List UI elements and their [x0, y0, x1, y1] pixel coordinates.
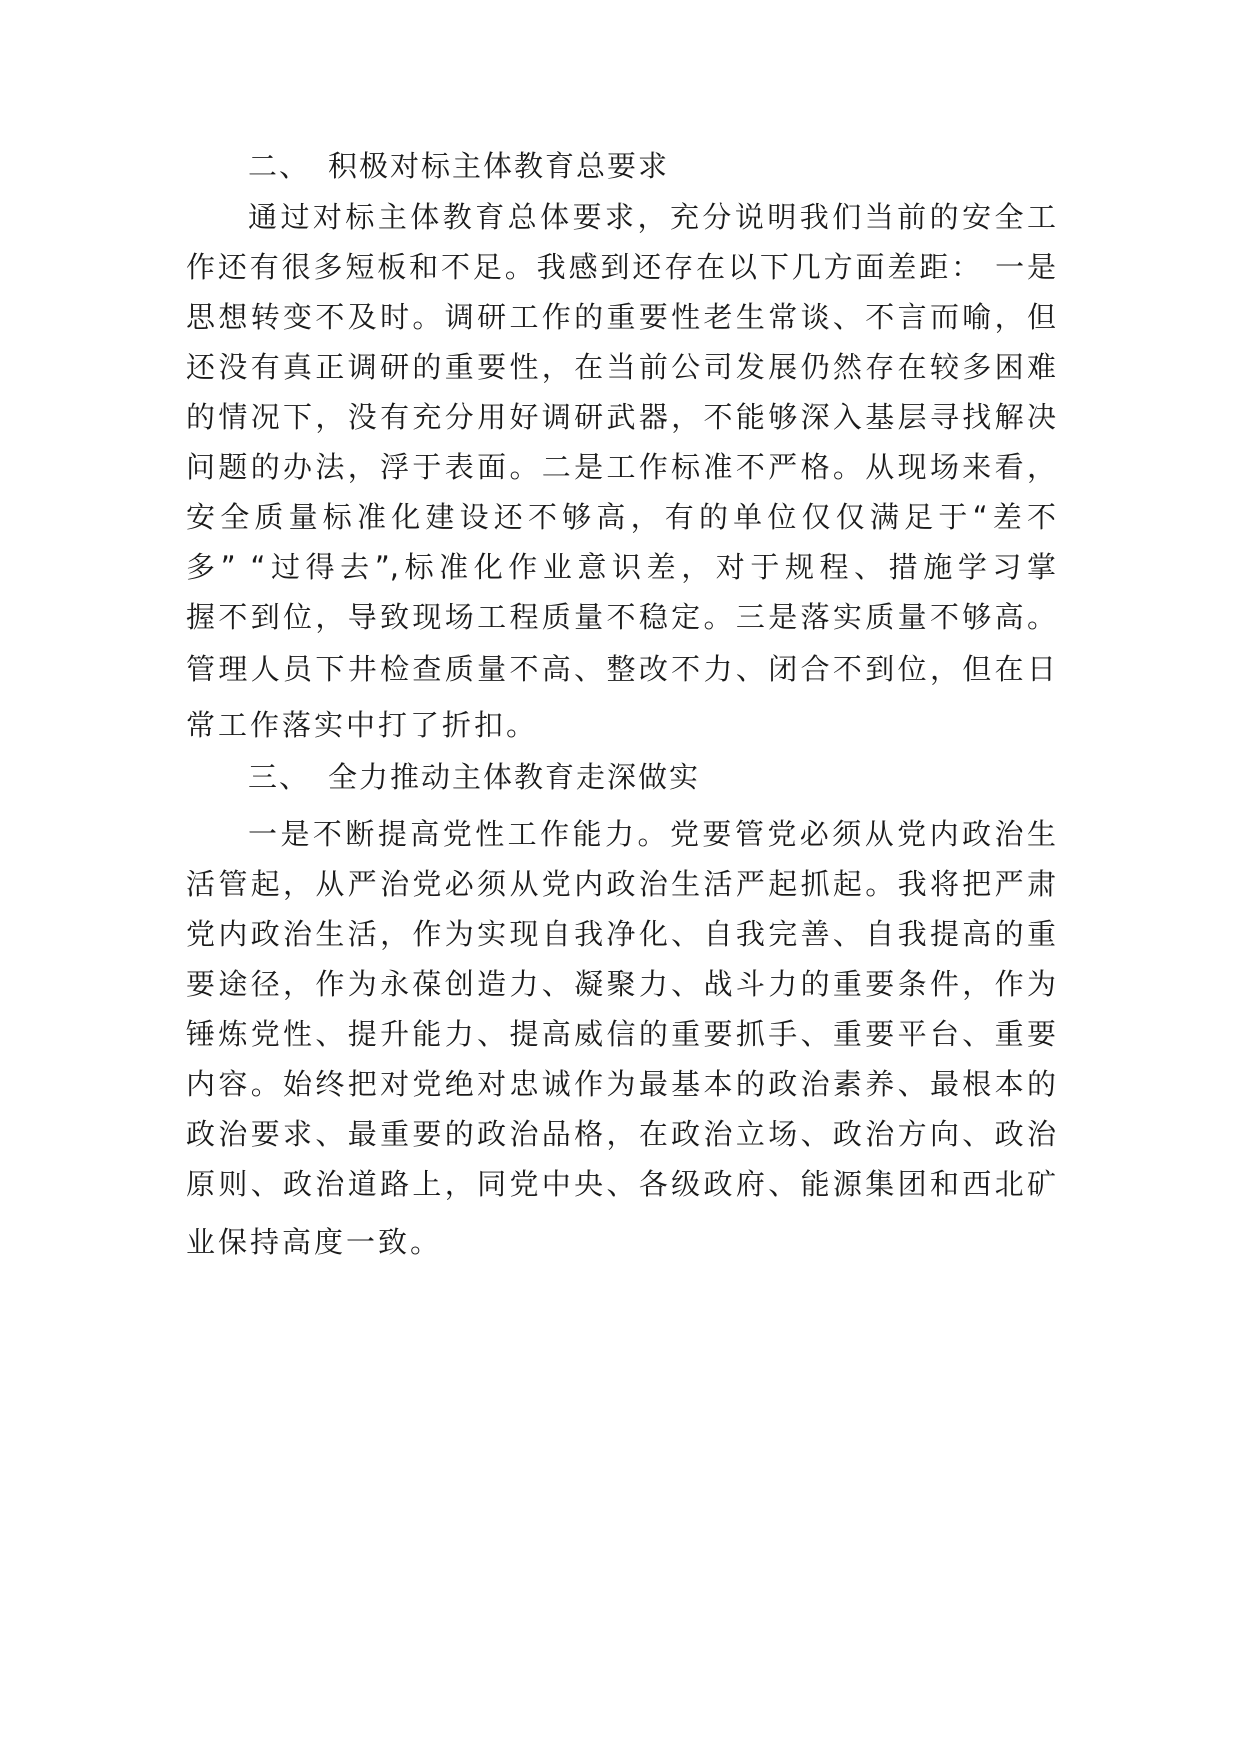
- paragraph-line: 一是不断提高党性工作能力。党要管党必须从党内政治生: [248, 817, 1056, 851]
- paragraph-line: 活管起，从严治党必须从党内政治生活严起抓起。我将把严肃: [186, 867, 1056, 901]
- paragraph-line: 安全质量标准化建设还不够高，有的单位仅仅满足于“差不: [186, 500, 1056, 534]
- paragraph-line: 通过对标主体教育总体要求，充分说明我们当前的安全工: [248, 200, 1056, 234]
- section-2-heading: [248, 146, 669, 186]
- paragraph-line: 政治要求、最重要的政治品格，在政治立场、政治方向、政治: [186, 1117, 1056, 1151]
- paragraph-line: 的情况下，没有充分用好调研武器，不能够深入基层寻找解决: [186, 400, 1056, 434]
- paragraph-line: 党内政治生活，作为实现自我净化、自我完善、自我提高的重: [186, 917, 1056, 951]
- paragraph-line: 常工作落实中打了折扣。: [186, 708, 539, 742]
- paragraph-line: 要途径，作为永葆创造力、凝聚力、战斗力的重要条件，作为: [186, 967, 1056, 1001]
- paragraph-line: 锤炼党性、提升能力、提高威信的重要抓手、重要平台、重要: [186, 1017, 1056, 1051]
- paragraph-line: 还没有真正调研的重要性，在当前公司发展仍然存在较多困难: [186, 350, 1056, 384]
- section-3-heading: [248, 757, 700, 797]
- paragraph-line: 内容。始终把对党绝对忠诚作为最基本的政治素养、最根本的: [186, 1067, 1056, 1101]
- section-2-number: 二、: [248, 149, 311, 183]
- paragraph-line: 多” “过得去”,标准化作业意识差，对于规程、措施学习掌: [186, 550, 1056, 584]
- section-3-number: 三、: [248, 760, 311, 794]
- paragraph-line: 业保持高度一致。: [186, 1225, 443, 1259]
- paragraph-line: 问题的办法，浮于表面。二是工作标准不严格。从现场来看，: [186, 450, 1056, 484]
- paragraph-line: 握不到位，导致现场工程质量不稳定。三是落实质量不够高。: [186, 600, 1056, 634]
- paragraph-line: 作还有很多短板和不足。我感到还存在以下几方面差距： 一是: [186, 250, 1056, 284]
- paragraph-line: 原则、政治道路上，同党中央、各级政府、能源集团和西北矿: [186, 1167, 1056, 1201]
- section-2-title: 积极对标主体教育总要求: [328, 149, 670, 183]
- section-3-title: 全力推动主体教育走深做实: [328, 760, 701, 794]
- paragraph-line: 思想转变不及时。调研工作的重要性老生常谈、不言而喻，但: [186, 300, 1056, 334]
- paragraph-line: 管理人员下井检查质量不高、整改不力、闭合不到位，但在日: [186, 652, 1056, 686]
